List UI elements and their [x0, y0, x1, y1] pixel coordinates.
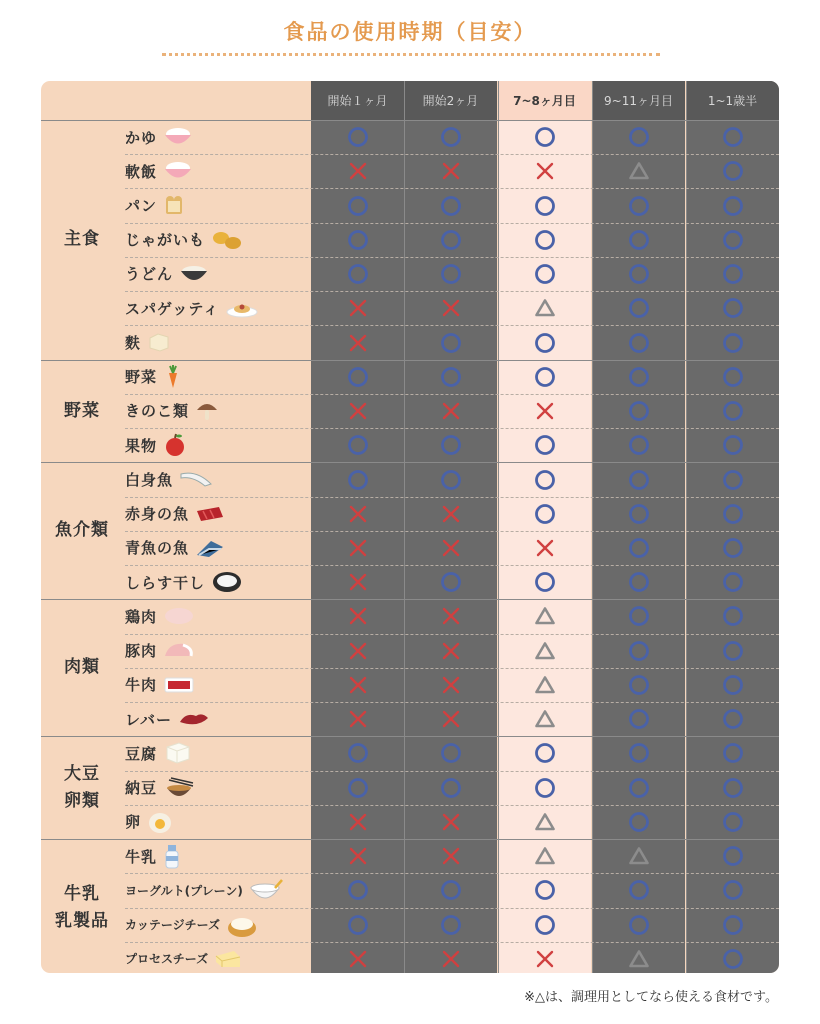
food-item-label: パン — [125, 196, 158, 215]
category-label-line: 乳製品 — [55, 910, 109, 931]
food-item — [125, 360, 305, 394]
food-item-label: 果物 — [125, 436, 158, 455]
triangle-mark-icon — [533, 673, 557, 697]
cottage-cheese-icon — [226, 912, 258, 938]
circle-mark-icon — [721, 741, 745, 765]
blue-fish-icon — [195, 537, 225, 559]
circle-mark-icon — [439, 741, 463, 765]
circle-mark-icon — [346, 468, 370, 492]
circle-mark-icon — [721, 125, 745, 149]
food-item-label: 鶏肉 — [125, 607, 158, 626]
circle-mark-icon — [721, 331, 745, 355]
beef-icon — [163, 674, 195, 696]
circle-mark-icon — [346, 776, 370, 800]
cross-mark-icon — [346, 810, 370, 834]
food-item — [125, 291, 305, 325]
food-item — [125, 599, 305, 633]
circle-mark-icon — [439, 776, 463, 800]
food-item — [125, 223, 305, 257]
food-item-label: ヨーグルト(プレーン) — [125, 883, 243, 898]
circle-mark-icon — [627, 741, 651, 765]
food-item — [125, 839, 305, 873]
circle-mark-icon — [721, 433, 745, 457]
circle-mark-icon — [627, 296, 651, 320]
circle-mark-icon — [721, 844, 745, 868]
circle-mark-icon — [533, 502, 557, 526]
circle-mark-icon — [627, 228, 651, 252]
cross-mark-icon — [439, 502, 463, 526]
cross-mark-icon — [533, 399, 557, 423]
cross-mark-icon — [346, 844, 370, 868]
circle-mark-icon — [439, 331, 463, 355]
food-item-label: 青魚の魚 — [125, 539, 190, 558]
food-item-label: スパゲッティ — [125, 299, 220, 318]
circle-mark-icon — [721, 776, 745, 800]
rice-bowl-icon — [163, 126, 193, 148]
fu-icon — [147, 331, 171, 353]
category-label — [41, 736, 123, 839]
category-label — [41, 120, 123, 360]
cross-mark-icon — [346, 502, 370, 526]
circle-mark-icon — [627, 673, 651, 697]
food-item — [125, 531, 305, 565]
category-label-line: 卵類 — [64, 790, 100, 811]
circle-mark-icon — [439, 228, 463, 252]
food-item-label: 豚肉 — [125, 642, 158, 661]
chicken-icon — [163, 605, 195, 627]
circle-mark-icon — [533, 331, 557, 355]
cross-mark-icon — [439, 810, 463, 834]
food-item — [125, 771, 305, 805]
circle-mark-icon — [721, 228, 745, 252]
category-label-line: 野菜 — [64, 400, 100, 421]
circle-mark-icon — [627, 604, 651, 628]
food-item — [125, 497, 305, 531]
circle-mark-icon — [627, 639, 651, 663]
food-item — [125, 188, 305, 222]
cross-mark-icon — [346, 399, 370, 423]
food-item — [125, 325, 305, 359]
circle-mark-icon — [533, 228, 557, 252]
cross-mark-icon — [346, 707, 370, 731]
food-item-label: うどん — [125, 265, 174, 284]
circle-mark-icon — [533, 194, 557, 218]
category-label — [41, 360, 123, 463]
cross-mark-icon — [533, 947, 557, 971]
circle-mark-icon — [439, 194, 463, 218]
food-item-label: 野菜 — [125, 368, 158, 387]
column-header: 1~1歳半 — [686, 81, 779, 120]
udon-bowl-icon — [179, 263, 209, 285]
triangle-mark-icon — [533, 604, 557, 628]
category-label — [41, 599, 123, 736]
pork-icon — [163, 640, 195, 662]
circle-mark-icon — [627, 433, 651, 457]
food-item — [125, 120, 305, 154]
category-label-line: 肉類 — [64, 657, 100, 678]
triangle-mark-icon — [627, 159, 651, 183]
circle-mark-icon — [721, 194, 745, 218]
circle-mark-icon — [721, 810, 745, 834]
circle-mark-icon — [533, 878, 557, 902]
food-item-label: 麩 — [125, 333, 142, 352]
cross-mark-icon — [439, 296, 463, 320]
triangle-mark-icon — [533, 296, 557, 320]
triangle-mark-icon — [533, 810, 557, 834]
circle-mark-icon — [533, 913, 557, 937]
mushroom-icon — [195, 400, 219, 422]
cross-mark-icon — [439, 536, 463, 560]
circle-mark-icon — [721, 639, 745, 663]
food-item-label: しらす干し — [125, 573, 206, 592]
food-item-label: 赤身の魚 — [125, 505, 190, 524]
footnote: ※△は、調理用としてなら使える食材です。 — [524, 990, 778, 1005]
cross-mark-icon — [346, 296, 370, 320]
food-item-label: プロセスチーズ — [125, 952, 209, 967]
food-item-label: 豆腐 — [125, 744, 158, 763]
circle-mark-icon — [439, 262, 463, 286]
page-title: 食品の使用時期（目安） — [283, 20, 537, 44]
circle-mark-icon — [439, 468, 463, 492]
circle-mark-icon — [627, 707, 651, 731]
circle-mark-icon — [721, 947, 745, 971]
circle-mark-icon — [721, 707, 745, 731]
apple-icon — [163, 433, 187, 457]
cross-mark-icon — [439, 159, 463, 183]
natto-icon — [163, 776, 195, 800]
cross-mark-icon — [439, 844, 463, 868]
cross-mark-icon — [346, 159, 370, 183]
category-label — [41, 839, 123, 973]
circle-mark-icon — [346, 125, 370, 149]
shirasu-icon — [211, 570, 243, 594]
cross-mark-icon — [533, 536, 557, 560]
circle-mark-icon — [627, 878, 651, 902]
spaghetti-icon — [225, 297, 259, 319]
triangle-mark-icon — [533, 844, 557, 868]
food-item-label: 白身魚 — [125, 470, 174, 489]
circle-mark-icon — [627, 810, 651, 834]
food-item-label: きのこ類 — [125, 402, 190, 421]
cheese-icon — [214, 948, 242, 970]
liver-icon — [178, 708, 210, 730]
circle-mark-icon — [721, 399, 745, 423]
cross-mark-icon — [439, 604, 463, 628]
circle-mark-icon — [721, 365, 745, 389]
circle-mark-icon — [721, 673, 745, 697]
circle-mark-icon — [721, 570, 745, 594]
circle-mark-icon — [439, 570, 463, 594]
cross-mark-icon — [346, 604, 370, 628]
triangle-mark-icon — [533, 707, 557, 731]
circle-mark-icon — [439, 878, 463, 902]
cross-mark-icon — [346, 331, 370, 355]
circle-mark-icon — [721, 296, 745, 320]
potato-icon — [211, 229, 243, 251]
milk-icon — [163, 843, 181, 869]
circle-mark-icon — [721, 159, 745, 183]
triangle-mark-icon — [627, 844, 651, 868]
circle-mark-icon — [439, 125, 463, 149]
tofu-icon — [163, 741, 191, 765]
food-item-label: 牛肉 — [125, 676, 158, 695]
egg-icon — [147, 810, 173, 834]
circle-mark-icon — [346, 194, 370, 218]
food-item — [125, 394, 305, 428]
cross-mark-icon — [439, 707, 463, 731]
circle-mark-icon — [627, 331, 651, 355]
carrot-icon — [163, 365, 183, 389]
circle-mark-icon — [346, 433, 370, 457]
cross-mark-icon — [439, 639, 463, 663]
circle-mark-icon — [627, 776, 651, 800]
circle-mark-icon — [721, 913, 745, 937]
food-item-label: レバー — [125, 710, 172, 729]
food-item — [125, 805, 305, 839]
food-item-label: カッテージチーズ — [125, 918, 221, 933]
circle-mark-icon — [627, 262, 651, 286]
usage-table — [41, 81, 779, 973]
cross-mark-icon — [439, 399, 463, 423]
category-label-line: 牛乳 — [64, 883, 100, 904]
food-item — [125, 942, 305, 973]
circle-mark-icon — [627, 365, 651, 389]
food-item — [125, 462, 305, 496]
food-item — [125, 668, 305, 702]
circle-mark-icon — [346, 913, 370, 937]
circle-mark-icon — [627, 913, 651, 937]
food-item — [125, 257, 305, 291]
circle-mark-icon — [627, 502, 651, 526]
category-label-line: 大豆 — [64, 763, 100, 784]
circle-mark-icon — [627, 468, 651, 492]
yogurt-icon — [249, 878, 283, 902]
circle-mark-icon — [627, 194, 651, 218]
food-item — [125, 428, 305, 462]
circle-mark-icon — [627, 399, 651, 423]
food-item-label: 卵 — [125, 813, 142, 832]
circle-mark-icon — [439, 365, 463, 389]
circle-mark-icon — [721, 468, 745, 492]
circle-mark-icon — [439, 913, 463, 937]
column-header: 開始１ヶ月 — [311, 81, 404, 120]
circle-mark-icon — [721, 502, 745, 526]
circle-mark-icon — [721, 536, 745, 560]
food-item — [125, 154, 305, 188]
food-item — [125, 873, 305, 907]
circle-mark-icon — [533, 776, 557, 800]
cross-mark-icon — [346, 673, 370, 697]
circle-mark-icon — [346, 741, 370, 765]
food-item-label: 納豆 — [125, 779, 158, 798]
column-header: 7~8ヶ月目 — [498, 81, 591, 120]
food-item-label: かゆ — [125, 128, 158, 147]
circle-mark-icon — [346, 365, 370, 389]
category-label-line: 魚介類 — [55, 520, 109, 541]
cross-mark-icon — [346, 570, 370, 594]
circle-mark-icon — [533, 365, 557, 389]
food-item — [125, 908, 305, 942]
cross-mark-icon — [346, 947, 370, 971]
circle-mark-icon — [533, 433, 557, 457]
cross-mark-icon — [346, 536, 370, 560]
food-item — [125, 565, 305, 599]
cross-mark-icon — [533, 159, 557, 183]
food-item — [125, 702, 305, 736]
cross-mark-icon — [439, 947, 463, 971]
circle-mark-icon — [627, 536, 651, 560]
bread-icon — [163, 194, 185, 216]
food-item — [125, 634, 305, 668]
circle-mark-icon — [439, 433, 463, 457]
title-underline — [162, 53, 660, 56]
circle-mark-icon — [721, 262, 745, 286]
food-item-label: 軟飯 — [125, 162, 158, 181]
cross-mark-icon — [346, 639, 370, 663]
circle-mark-icon — [533, 468, 557, 492]
circle-mark-icon — [533, 125, 557, 149]
circle-mark-icon — [533, 570, 557, 594]
cross-mark-icon — [439, 673, 463, 697]
white-fish-icon — [179, 468, 213, 490]
column-header: 9~11ヶ月目 — [592, 81, 685, 120]
triangle-mark-icon — [627, 947, 651, 971]
red-fish-icon — [195, 503, 225, 525]
circle-mark-icon — [721, 604, 745, 628]
triangle-mark-icon — [533, 639, 557, 663]
food-item-label: じゃがいも — [125, 231, 206, 250]
column-header: 開始2ヶ月 — [404, 81, 497, 120]
circle-mark-icon — [346, 228, 370, 252]
circle-mark-icon — [346, 262, 370, 286]
circle-mark-icon — [721, 878, 745, 902]
circle-mark-icon — [533, 741, 557, 765]
category-label — [41, 462, 123, 599]
circle-mark-icon — [627, 570, 651, 594]
category-label-line: 主食 — [64, 229, 100, 250]
food-item-label: 牛乳 — [125, 847, 158, 866]
food-item — [125, 736, 305, 770]
rice-bowl-icon — [163, 160, 193, 182]
circle-mark-icon — [346, 878, 370, 902]
circle-mark-icon — [533, 262, 557, 286]
circle-mark-icon — [627, 125, 651, 149]
